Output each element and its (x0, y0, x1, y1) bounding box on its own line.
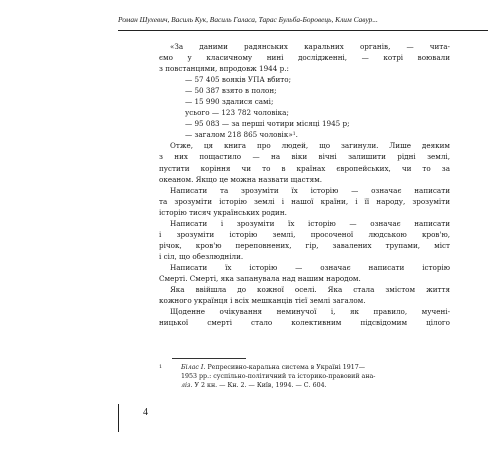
footnote-author: Білас І. (181, 364, 206, 371)
header-rule (118, 30, 488, 31)
text-line: ницької смерті стало колективним підсвідомим цілого (159, 318, 450, 328)
text-line: ємо у класичному нині дослідженні, — котрі воювали (159, 53, 450, 63)
footnote-italic: ліз. (181, 382, 193, 390)
footnote (159, 363, 450, 391)
footnote-source: У 2 кн. — Кн. 2. — Київ, 1994. — С. 604. (192, 382, 327, 390)
text-line: «За даними радянських каральних органів, — чита- (170, 42, 450, 51)
text-line: і зрозуміти історію землі, просоченої людською кров'ю, (159, 229, 450, 239)
footnote-line: 1953 рр.: суспільно-політичний та історико-правовий ана- (181, 373, 376, 381)
text-line: і сіл, що обезлюдніли. (159, 251, 244, 261)
footnote-number: 1 (159, 364, 163, 370)
stat-line: — 95 083 — за перші чотири місяці 1945 р; (185, 119, 350, 129)
stat-line (159, 129, 450, 140)
text-line: Смерті. Смерті, яка запанувала над нашим народом. (159, 273, 361, 283)
text-line: Яка ввійшла до кожної оселі. Яка стала змістом життя (170, 285, 450, 295)
stat-end: . (295, 130, 298, 140)
stat-line: — 50 387 взято в полон; (185, 86, 277, 96)
text-line: річок, кров'ю переповнених, гір, завалених трупами, міст (159, 240, 450, 250)
footer-rule (118, 404, 119, 432)
footnote-rule (172, 358, 246, 359)
text-line: Щоденне очікування неминучої і, як правило, мучені- (170, 307, 450, 317)
text-line: кожного українця і всіх мешканців тієї землі загалом. (159, 296, 366, 306)
page-number: 4 (143, 407, 148, 418)
stat-line: — 15 990 здалися самі; (185, 97, 274, 107)
stat-line: усього — 123 782 чоловіка; (185, 108, 289, 118)
footnote-line (159, 363, 450, 372)
text-line: історію тисяч українських родин. (159, 207, 287, 217)
footnote-line (159, 381, 450, 390)
stat-text: — загалом 218 865 чоловік» (185, 130, 293, 140)
text-line: з них пощастило — на віки вічні залишити рідні землі, (159, 152, 450, 162)
text-line: океаном. Якщо це можна назвати щастям. (159, 174, 323, 184)
text-line: та зрозуміти історію землі і нашої країни, і її народу, зрозуміти (159, 196, 450, 206)
footnote-ref[interactable]: 1 (292, 132, 296, 138)
body-text (159, 41, 450, 328)
text-line: Написати і зрозуміти їх історію — означає написати (170, 218, 450, 228)
text-line: Написати їх історію — означає написати історію (170, 262, 450, 272)
text-line: Написати та зрозуміти їх історію — означає написати (170, 185, 450, 195)
text-line: з повстанцями, впродовж 1944 р.: (159, 64, 289, 74)
text-line: пустити коріння чи то в країнах європейських, чи то за (159, 163, 450, 173)
stat-line: — 57 405 вояків УПА вбито; (185, 75, 292, 85)
text-line: Отже, ця книга про людей, що загинули. Лише деяким (170, 141, 450, 151)
footnote-title: Репресивно-каральна система в Україні 1917— (205, 364, 366, 371)
running-header: Роман Шухевич, Василь Кук, Василь Галаса, Тарас Бульба-Боровець, Клим Савур... (118, 15, 378, 24)
